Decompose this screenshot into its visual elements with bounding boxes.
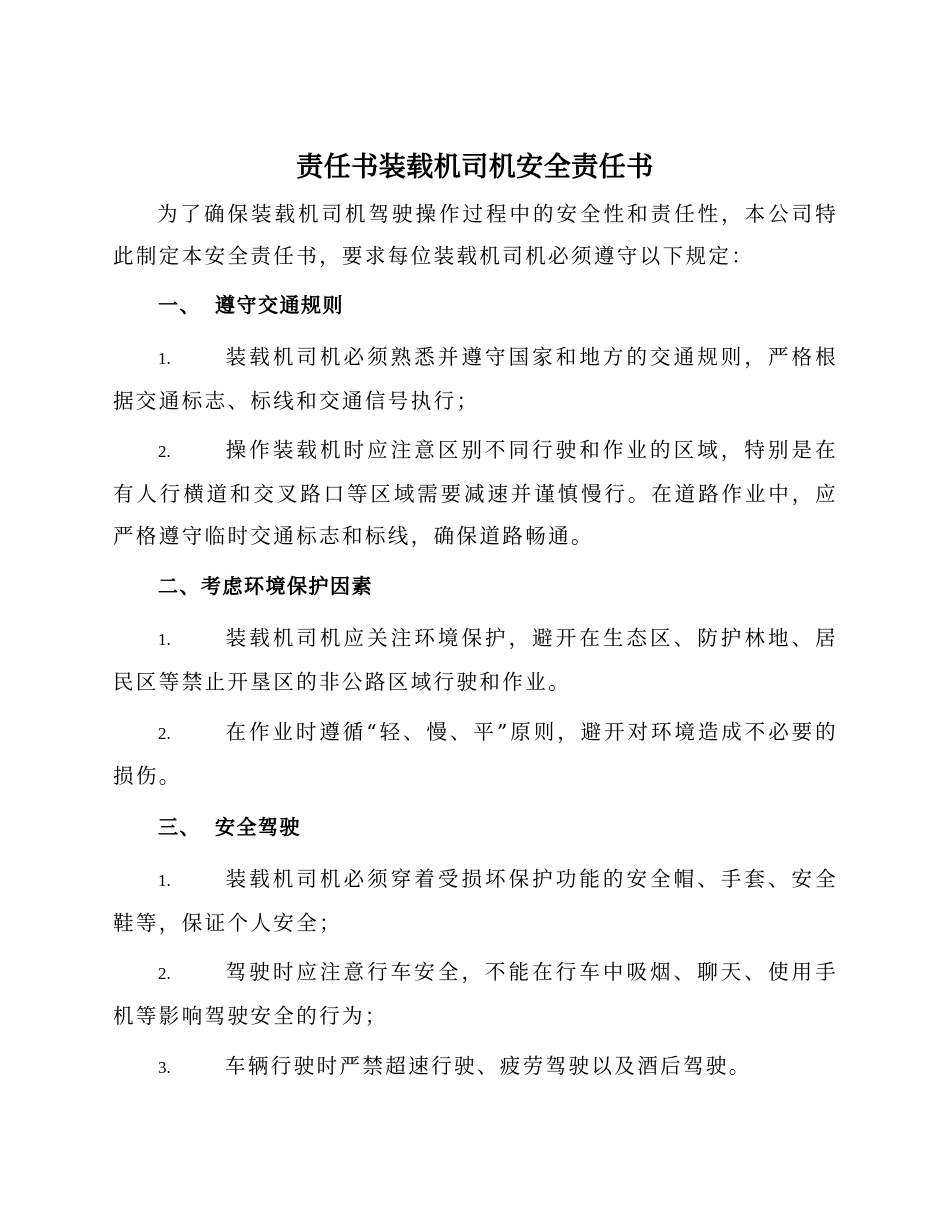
item-text: 在作业时遵循“轻、慢、平”原则，避开对环境造成不必要的损伤。 xyxy=(113,720,838,788)
list-item xyxy=(113,429,838,557)
list-item xyxy=(113,711,838,797)
section-title: 安全驾驶 xyxy=(215,815,301,839)
section-title: 遵守交通规则 xyxy=(215,293,344,317)
item-number: 3. xyxy=(158,1058,171,1077)
item-number: 2. xyxy=(158,964,171,983)
section-number: 一、 xyxy=(158,293,201,317)
item-text: 驾驶时应注意行车安全，不能在行车中吸烟、聊天、使用手机等影响驾驶安全的行为； xyxy=(113,960,838,1028)
section-number: 三、 xyxy=(158,815,201,839)
page-title: 责任书装载机司机安全责任书 xyxy=(296,152,654,183)
item-number: 1. xyxy=(158,630,171,649)
list-item xyxy=(113,617,838,703)
section-number: 二、 xyxy=(158,574,201,598)
item-number: 1. xyxy=(158,349,171,368)
section-heading-3 xyxy=(158,812,301,842)
list-item xyxy=(113,336,838,422)
item-text: 装载机司机必须熟悉并遵守国家和地方的交通规则，严格根据交通标志、标线和交通信号执行； xyxy=(113,345,838,413)
list-item xyxy=(113,1045,838,1089)
item-number: 1. xyxy=(158,871,171,890)
item-text: 装载机司机应关注环境保护，避开在生态区、防护林地、居民区等禁止开垦区的非公路区域行驶和作业。 xyxy=(113,626,838,694)
item-number: 2. xyxy=(158,724,171,743)
intro-paragraph: 为了确保装载机司机驾驶操作过程中的安全性和责任性，本公司特此制定本安全责任书，要求每位装载机司机必须遵守以下规定： xyxy=(113,202,838,268)
section-title: 考虑环境保护因素 xyxy=(201,574,373,598)
list-item xyxy=(113,858,838,944)
section-heading-2 xyxy=(158,571,373,601)
item-text: 车辆行驶时严禁超速行驶、疲劳驾驶以及酒后驾驶。 xyxy=(225,1054,752,1078)
item-text: 操作装载机时应注意区别不同行驶和作业的区域，特别是在有人行横道和交叉路口等区域需要减速并谨慎慢行。在道路作业中，应严格遵守临时交通标志和标线，确保道路畅通。 xyxy=(113,438,838,548)
item-number: 2. xyxy=(158,442,171,461)
list-item xyxy=(113,951,838,1037)
item-text: 装载机司机必须穿着受损坏保护功能的安全帽、手套、安全鞋等，保证个人安全； xyxy=(113,867,838,935)
section-heading-1 xyxy=(158,290,344,320)
